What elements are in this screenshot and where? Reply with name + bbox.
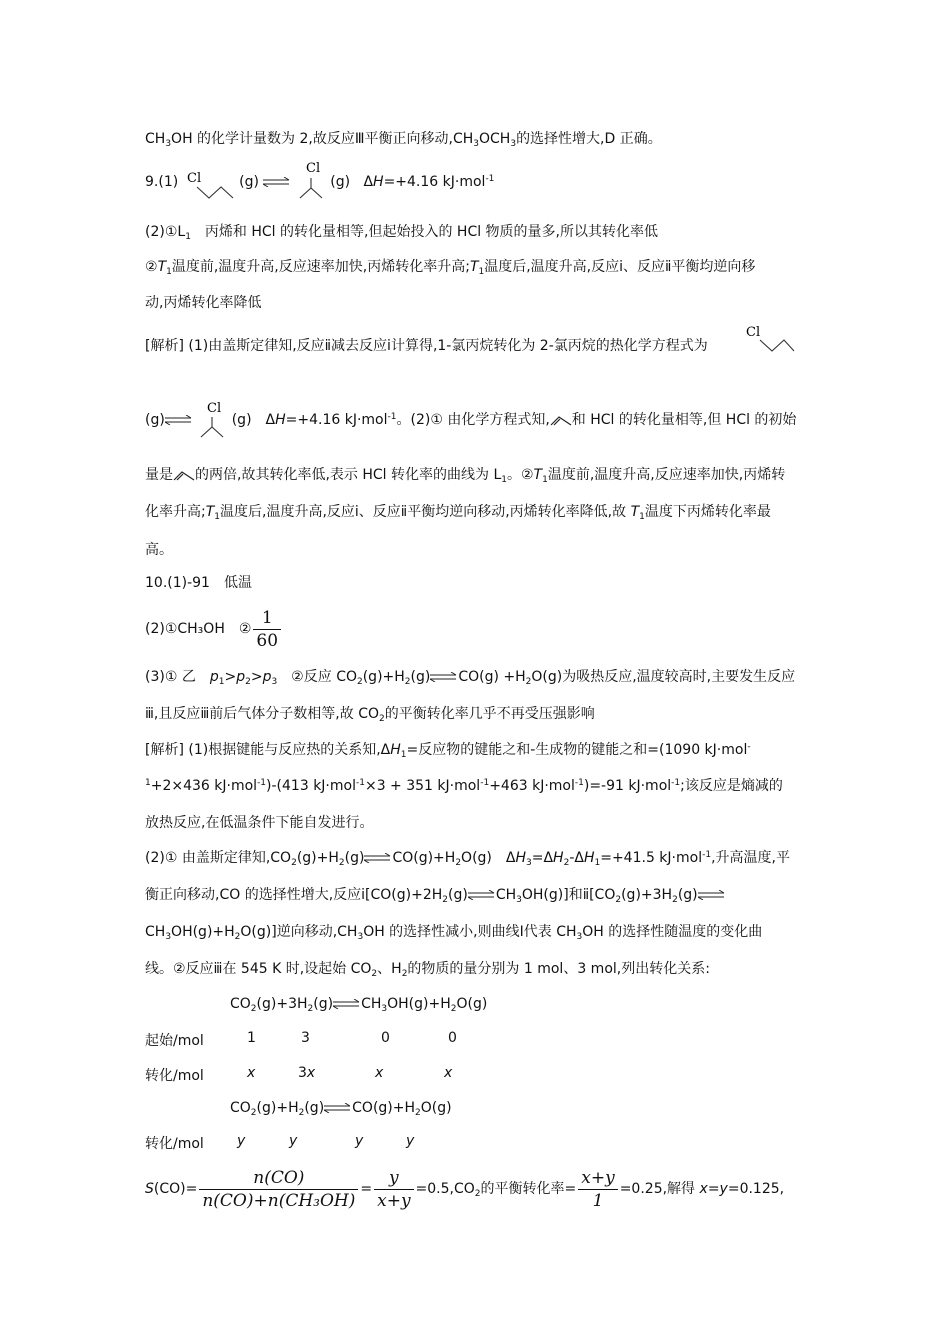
analysis10-line2: $^1$+2×436 kJ·mol$^{-1}$)-(413 kJ·mol$^{-1}$×3 + 351 kJ·mol$^{-1}$+463 kJ·mol$^{-1}$)=-91 kJ·mol$^{-1}$;该反应是熵减的 [145, 778, 783, 794]
2-chloropropane-structure [296, 160, 326, 204]
analysis9-line2: (g) Cl (g) ΔH=+4.16 kJ·mol$^{-1}$。(2)① 由化学方程式知, 和 HCl 的转化量相等,但 HCl 的初始 [145, 398, 796, 442]
row-label: 转化/mol [145, 1068, 204, 1084]
q10-part3-line1: (3)① 乙 $p_1>p_2>p_3$ ②反应 $CO_2(g)+H_2(g)$ $CO(g) +H_2O(g)$为吸热反应,温度较高时,主要发生反应 [145, 669, 796, 687]
reaction-equation-1: $CO_2(g)+3H_2(g)$ $CH_3OH(g)+H_2O(g)$ [230, 996, 488, 1014]
table-cell: x [444, 1065, 453, 1081]
analysis9-line5: 高。 [145, 542, 173, 558]
table-cell: y [355, 1133, 364, 1149]
equilibrium-arrow-icon [333, 999, 361, 1009]
fraction: $\frac{1}{60}$ [253, 607, 281, 652]
equilibrium-arrow-icon [698, 890, 726, 900]
q9-part1: 9.(1) Cl (g) Cl (g) ΔH=+4.16 kJ·mol$^{-1}$ [145, 160, 494, 204]
propene-structure [173, 469, 195, 481]
svg-text:Cl: Cl [746, 325, 761, 340]
q10-part3-line2: ⅲ,且反应ⅲ前后气体分子数相等,故 $CO_2$的平衡转化率几乎不再受压强影响 [145, 706, 595, 724]
row-label: 转化/mol [145, 1136, 204, 1152]
analysis10-line7: 线。②反应ⅲ在 545 K 时,设起始 $CO_2$、$H_2$的物质的量分别为 1 mol、3 mol,列出转化关系: [145, 961, 710, 979]
q9-part2-line3: 动,丙烯转化率降低 [145, 295, 262, 311]
analysis9-line1: [解析] (1)由盖斯定律知,反应ⅱ减去反应ⅰ计算得,1-氯丙烷转化为 2-氯丙烷的热化学方程式为 [145, 338, 708, 354]
fraction: $\frac{x+y}{1}$ [578, 1167, 617, 1212]
table-cell: 0 [448, 1030, 457, 1046]
table-cell: y [289, 1133, 298, 1149]
svg-text:Cl: Cl [305, 161, 320, 176]
analysis10-line3: 放热反应,在低温条件下能自发进行。 [145, 815, 374, 831]
svg-text:Cl: Cl [207, 401, 222, 416]
table-cell: x [375, 1065, 384, 1081]
table-cell: 0 [381, 1030, 390, 1046]
text-line: $CH_3OH$ 的化学计量数为 2,故反应Ⅲ平衡正向移动$,CH_3OCH_3$的选择性增大,D 正确。 [145, 131, 662, 149]
equilibrium-arrow-icon [364, 853, 392, 863]
1-chloropropane-structure [746, 322, 796, 356]
svg-text:Cl: Cl [186, 171, 201, 186]
table-cell: x [247, 1065, 256, 1081]
equilibrium-arrow-icon [324, 1103, 352, 1113]
reaction-equation-2: $CO_2(g)+H_2(g)$ $CO(g)+H_2O(g)$ [230, 1100, 452, 1118]
q10-part2: (2)①CH₃OH ② $\frac{1}{60}$ [145, 604, 283, 654]
row-label: 起始/mol [145, 1033, 204, 1049]
fraction: $\frac{y}{x+y}$ [374, 1167, 413, 1212]
table-cell: y [406, 1133, 415, 1149]
2-chloropropane-structure [197, 398, 227, 442]
q10-part1: 10.(1)-91 低温 [145, 575, 252, 591]
equilibrium-arrow-icon [263, 177, 291, 187]
equilibrium-arrow-icon [430, 672, 458, 682]
analysis10-line4: (2)① 由盖斯定律知$,CO_2(g)+H_2(g)$ $CO(g)+H_2O(g)$ $\Delta H_3=\Delta H_2-\Delta H_1=+41.5$ kJ·mol$^{-1}$,升高温度,平 [145, 850, 790, 868]
analysis10-line1: [解析] (1)根据键能与反应热的关系知$,\Delta H_1=$反应物的键能之和-生成物的键能之和=(1090 kJ·mol- [145, 742, 751, 760]
equilibrium-arrow-icon [165, 415, 193, 425]
analysis10-line5: 衡正向移动,CO 的选择性增大,反应$ⅰ[CO(g)+2H_2(g)$ $CH_3OH(g)$]和$ⅱ[CO_2(g)+3H_2(g)$ [145, 885, 726, 905]
equilibrium-arrow-icon [468, 890, 496, 900]
table-cell: 3 [301, 1030, 310, 1046]
table-cell: 3x [298, 1065, 316, 1081]
fraction: $\frac{n(CO)}{\text{n(CO)+n(CH₃OH)}}$ [199, 1167, 358, 1212]
table-cell: y [237, 1133, 246, 1149]
q9-part2-line2: $②T_1$温度前,温度升高,反应速率加快,丙烯转化率升高$;T_1$温度后,温度升高,反应ⅰ、反应ⅱ平衡均逆向移 [145, 259, 756, 277]
analysis9-line3: 量是 的两倍,故其转化率低,表示 HCl 转化率的曲线为 $L_1$。$②T_1$温度前,温度升高,反应速率加快,丙烯转 [145, 467, 786, 485]
propene-structure [550, 414, 572, 426]
1-chloropropane-structure [183, 160, 235, 204]
table-cell: 1 [247, 1030, 256, 1046]
q9-part2-line1: $(2)①L_1$ 丙烯和 HCl 的转化量相等,但起始投入的 HCl 物质的量多,所以其转化率低 [145, 224, 659, 242]
analysis10-line6: $CH_3OH(g)+H_2O(g)$]逆向移动$,CH_3OH$ 的选择性减小,则曲线Ⅰ代表 $CH_3OH$ 的选择性随温度的变化曲 [145, 924, 763, 942]
analysis9-line4: 化率升高$;T_1$温度后,温度升高,反应ⅰ、反应ⅱ平衡均逆向移动,丙烯转化率降低,故 $T_1$温度下丙烯转化率最 [145, 504, 771, 522]
selectivity-formula: S(CO)= $\frac{n(CO)}{\text{n(CO)+n(CH₃OH)}}$ = $\frac{y}{x+y}$ $=0.5,CO_2$的平衡转化率= $\frac{x+y}{1}$ =0.25,解得 x=y=0.125, [145, 1167, 785, 1211]
